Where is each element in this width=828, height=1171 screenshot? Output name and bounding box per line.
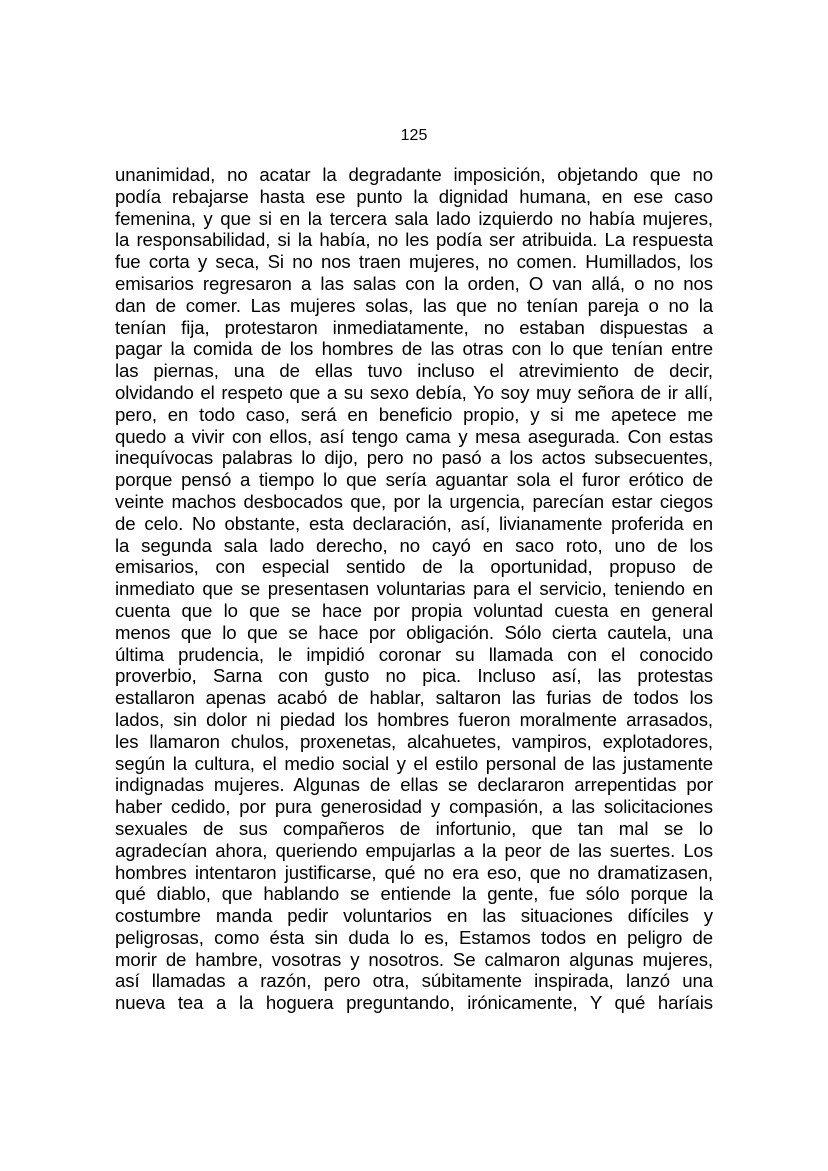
text-line: tenían fija, protestaron inmediatamente, no estaban dispuestas a [115,316,713,338]
text-line: veinte machos desbocados que, por la urgencia, parecían estar ciegos [115,490,713,512]
text-line: unanimidad, no acatar la degradante imposición, objetando que no [115,164,713,185]
text-line: podía rebajarse hasta ese punto la dignidad humana, en ese caso [115,185,713,207]
text-line: inequívocas palabras lo dijo, pero no pasó a los actos subsecuentes, [115,447,713,469]
text-line: qué diablo, que hablando se entiende la gente, fue sólo porque la [115,883,713,905]
text-line: proverbio, Sarna con gusto no pica. Incluso así, las protestas [115,665,713,687]
text-line: emisarios regresaron a las salas con la orden, O van allá, o no nos [115,272,713,294]
text-line: olvidando el respeto que a su sexo debía, Yo soy muy señora de ir allí, [115,381,713,403]
body-text [115,164,713,1014]
text-line: indignadas mujeres. Algunas de ellas se declararon arrepentidas por [115,774,713,796]
text-line: costumbre manda pedir voluntarios en las situaciones difíciles y [115,905,713,927]
text-line: inmediato que se presentasen voluntarias para el servicio, teniendo en [115,578,713,600]
text-line: pagar la comida de los hombres de las otras con lo que tenían entre [115,338,713,360]
text-line: dan de comer. Las mujeres solas, las que no tenían pareja o no la [115,294,713,316]
text-line: cuenta que lo que se hace por propia voluntad cuesta en general [115,599,713,621]
text-line: emisarios, con especial sentido de la oportunidad, propuso de [115,556,713,578]
text-line: fue corta y seca, Si no nos traen mujeres, no comen. Humillados, los [115,251,713,273]
text-line: peligrosas, como ésta sin duda lo es, Estamos todos en peligro de [115,926,713,948]
text-line: estallaron apenas acabó de hablar, saltaron las furias de todos los [115,687,713,709]
text-line: hombres intentaron justificarse, qué no era eso, que no dramatizasen, [115,861,713,883]
text-line: femenina, y que si en la tercera sala lado izquierdo no había mujeres, [115,207,713,229]
text-line: última prudencia, le impidió coronar su llamada con el conocido [115,643,713,665]
text-line: la responsabilidad, si la había, no les podía ser atribuida. La respuesta [115,229,713,251]
text-line: lados, sin dolor ni piedad los hombres fueron moralmente arrasados, [115,708,713,730]
page-number: 125 [400,127,428,144]
text-line: nueva tea a la hoguera preguntando, irónicamente, Y qué haríais [115,992,713,1014]
text-line: porque pensó a tiempo lo que sería aguantar sola el furor erótico de [115,469,713,491]
text-line: haber cedido, por pura generosidad y compasión, a las solicitaciones [115,796,713,818]
text-line: las piernas, una de ellas tuvo incluso el atrevimiento de decir, [115,360,713,382]
text-line: quedo a vivir con ellos, así tengo cama y mesa asegurada. Con estas [115,425,713,447]
text-line: menos que lo que se hace por obligación. Sólo cierta cautela, una [115,621,713,643]
text-line: según la cultura, el medio social y el estilo personal de las justamente [115,752,713,774]
text-line: la segunda sala lado derecho, no cayó en saco roto, uno de los [115,534,713,556]
text-line: sexuales de sus compañeros de infortunio, que tan mal se lo [115,817,713,839]
text-line: morir de hambre, vosotras y nosotros. Se calmaron algunas mujeres, [115,948,713,970]
text-line: agradecían ahora, queriendo empujarlas a la peor de las suertes. Los [115,839,713,861]
text-line: de celo. No obstante, esta declaración, así, livianamente proferida en [115,512,713,534]
text-line: pero, en todo caso, será en beneficio propio, y si me apetece me [115,403,713,425]
text-line: así llamadas a razón, pero otra, súbitamente inspirada, lanzó una [115,970,713,992]
text-line: les llamaron chulos, proxenetas, alcahuetes, vampiros, explotadores, [115,730,713,752]
